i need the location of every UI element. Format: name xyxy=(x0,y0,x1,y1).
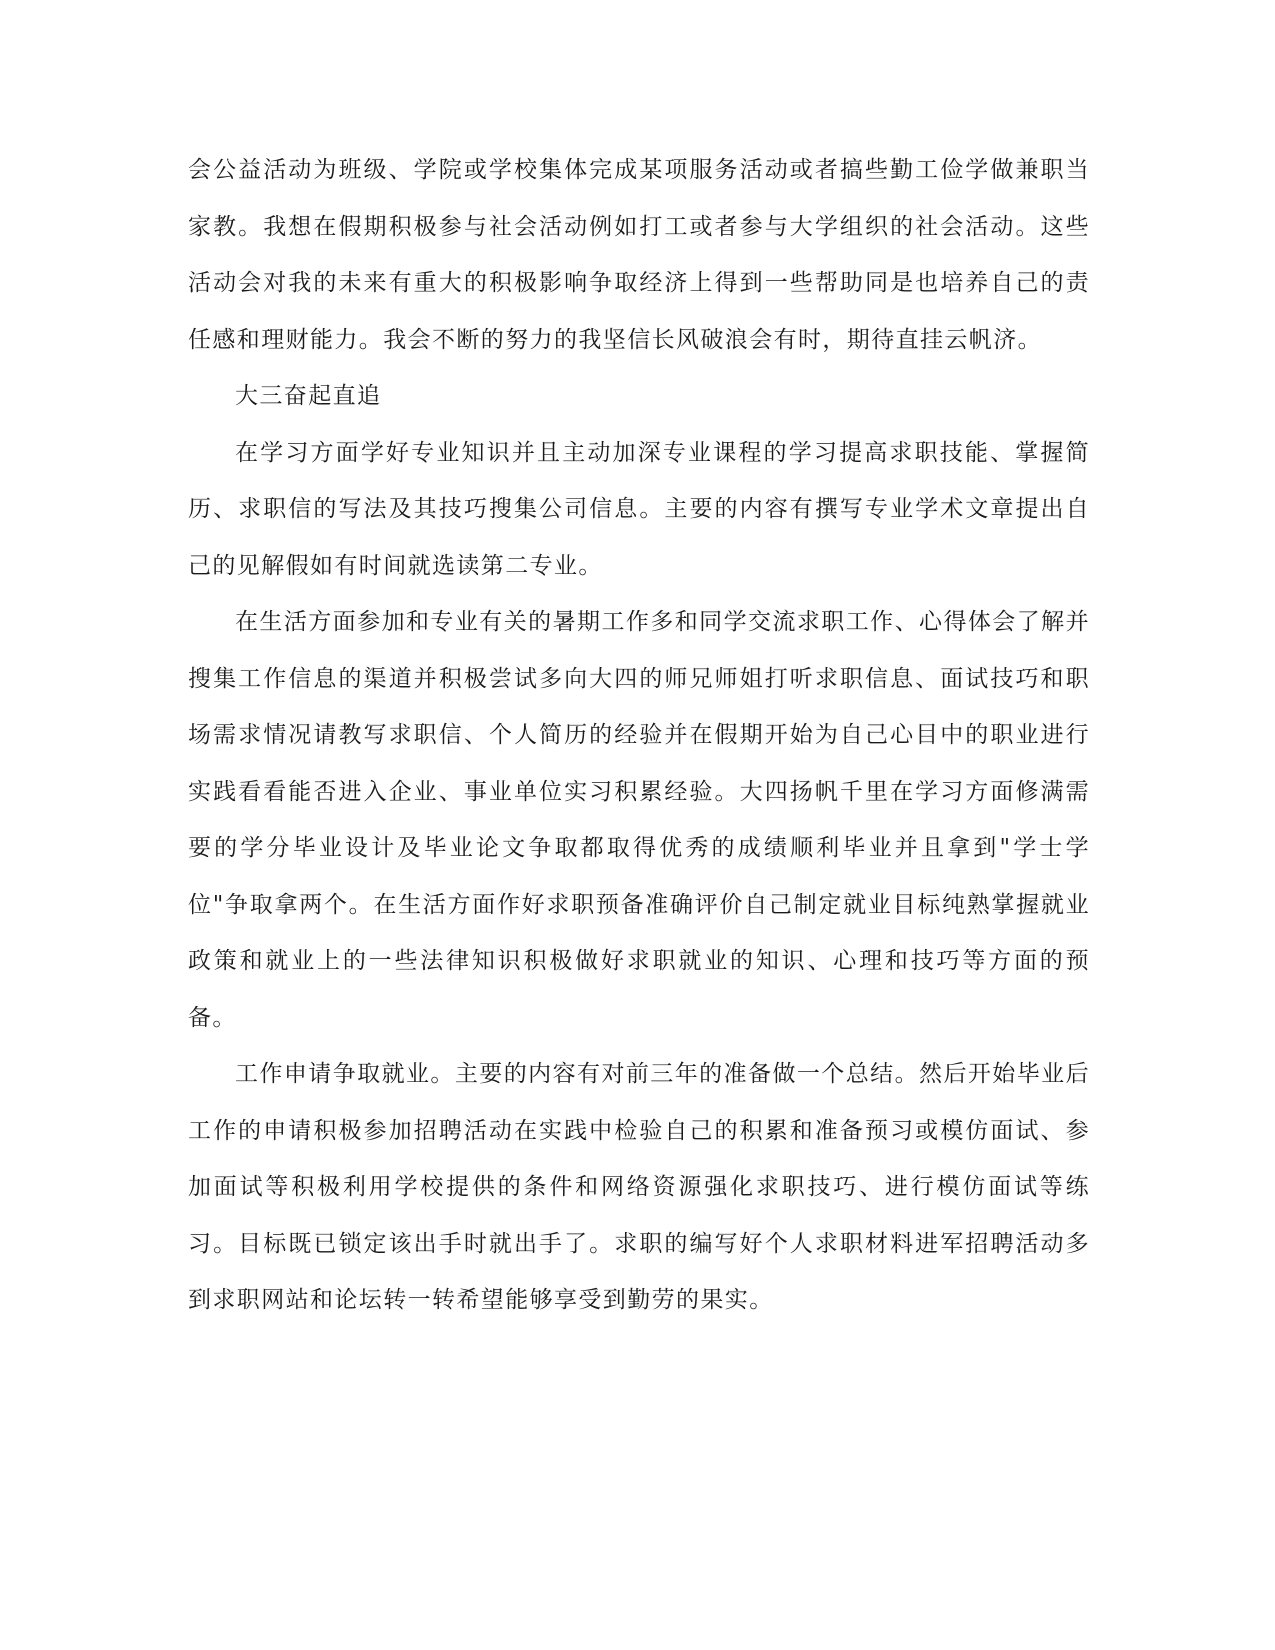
paragraph-job-application: 工作申请争取就业。主要的内容有对前三年的准备做一个总结。然后开始毕业后工作的申请积极参加招聘活动在实践中检验自己的积累和准备预习或模仿面试、参加面试等积极利用学校提供的条件和网络资源强化求职技巧、进行模仿面试等练习。目标既已锁定该出手时就出手了。求职的编写好个人求职材料进军招聘活动多到求职网站和论坛转一转希望能够享受到勤劳的果实。 xyxy=(188,1061,1090,1313)
paragraph-continuation: 会公益活动为班级、学院或学校集体完成某项服务活动或者搞些勤工俭学做兼职当家教。我想在假期积极参与社会活动例如打工或者参与大学组织的社会活动。这些活动会对我的未来有重大的积极影响争取经济上得到一些帮助同是也培养自己的责任感和理财能力。我会不断的努力的我坚信长风破浪会有时，期待直挂云帆济。 xyxy=(188,157,1090,353)
document-body xyxy=(188,142,1090,1329)
paragraph-study: 在学习方面学好专业知识并且主动加深专业课程的学习提高求职技能、掌握简历、求职信的写法及其技巧搜集公司信息。主要的内容有撰写专业学术文章提出自己的见解假如有时间就选读第二专业。 xyxy=(188,439,1090,579)
section-heading-junior-year: 大三奋起直追 xyxy=(235,383,382,409)
paragraph-life: 在生活方面参加和专业有关的暑期工作多和同学交流求职工作、心得体会了解并搜集工作信息的渠道并积极尝试多向大四的师兄师姐打听求职信息、面试技巧和职场需求情况请教写求职信、个人简历的经验并在假期开始为自己心目中的职业进行实践看看能否进入企业、事业单位实习积累经验。大四扬帆千里在学习方面修满需要的学分毕业设计及毕业论文争取都取得优秀的成绩顺利毕业并且拿到"学士学位"争取拿两个。在生活方面作好求职预备准确评价自己制定就业目标纯熟掌握就业政策和就业上的一些法律知识积极做好求职就业的知识、心理和技巧等方面的预备。 xyxy=(188,609,1090,1031)
